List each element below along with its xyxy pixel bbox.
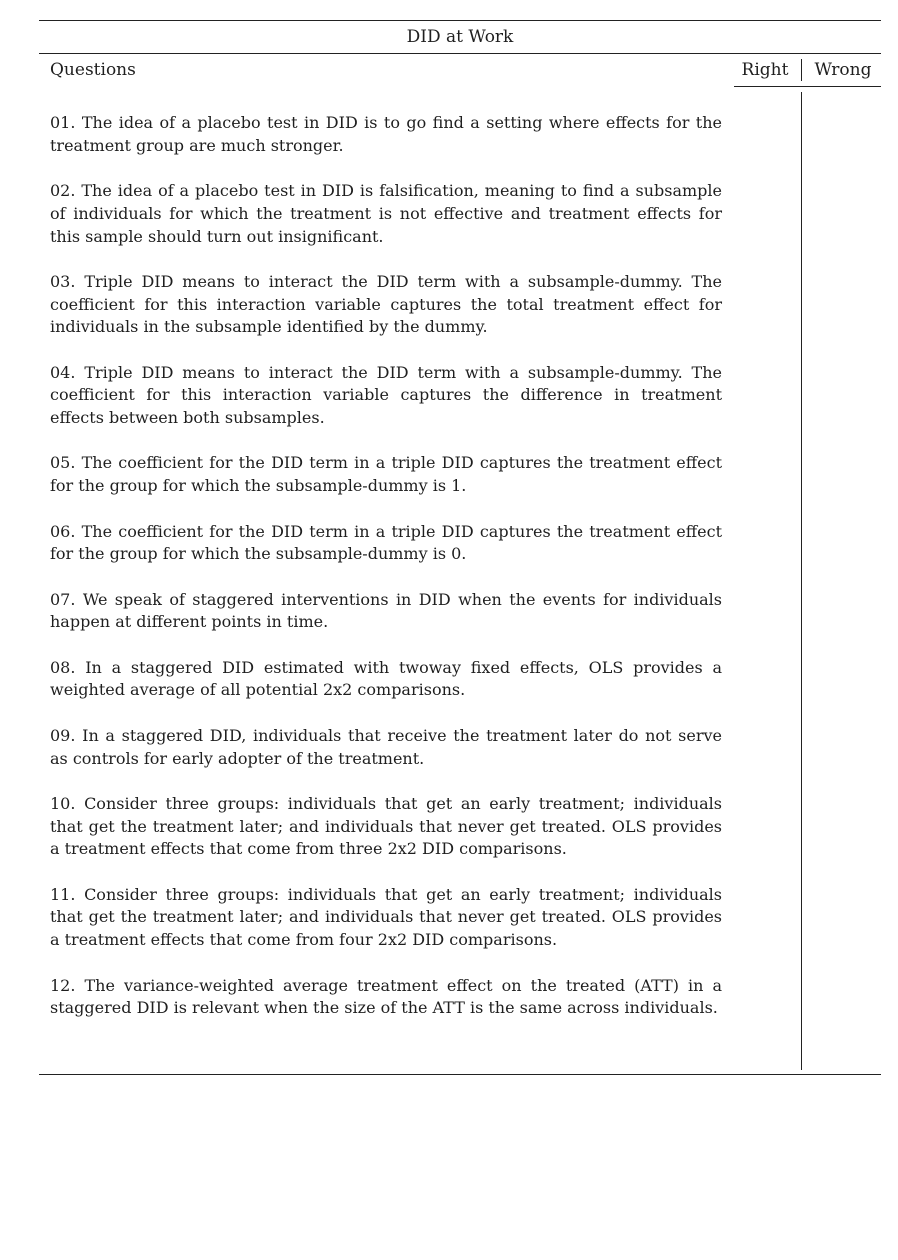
question-list	[50, 112, 722, 1043]
title-rule	[39, 53, 881, 54]
question-item: 09. In a staggered DID, individuals that receive the treatment later do not serve as controls for early adopter of the treatment.	[50, 725, 722, 768]
question-item: 04. Triple DID means to interact the DID term with a subsample-dummy. The coefficient for this interaction variable captures the difference in treatment effects between both subsamples.	[50, 362, 722, 428]
question-item: 05. The coefficient for the DID term in a triple DID captures the treatment effect for the group for which the subsample-dummy is 1.	[50, 453, 722, 496]
question-item: 08. In a staggered DID estimated with twoway fixed effects, OLS provides a weighted average of all potential 2x2 comparisons.	[50, 657, 722, 700]
question-item: 12. The variance-weighted average treatment effect on the treated (ATT) in a staggered DID is relevant when the size of the ATT is the same across individuals.	[50, 975, 722, 1018]
question-item: 07. We speak of staggered interventions in DID when the events for individuals happen at different points in time.	[50, 589, 722, 632]
answer-header-rule	[734, 86, 881, 87]
header-column-separator	[801, 59, 802, 81]
question-item: 02. The idea of a placebo test in DID is falsification, meaning to find a subsample of individuals for which the treatment is not effective and treatment effects for this sample should turn out insignificant.	[50, 181, 722, 246]
question-item: 01. The idea of a placebo test in DID is to go find a setting where effects for the treatment group are much stronger.	[50, 113, 722, 155]
top-rule	[39, 20, 881, 21]
answer-column-divider	[801, 92, 802, 1070]
question-item: 10. Consider three groups: individuals that get an early treatment; individuals that get the treatment later; and individuals that never get treated. OLS provides a treatment effects that come from three 2x2 DID comparisons.	[50, 793, 722, 859]
question-item: 06. The coefficient for the DID term in a triple DID captures the treatment effect for the group for which the subsample-dummy is 0.	[50, 521, 722, 564]
page-title: DID at Work	[406, 27, 514, 47]
bottom-rule	[39, 1074, 881, 1075]
question-item: 11. Consider three groups: individuals that get an early treatment; individuals that get the treatment later; and individuals that never get treated. OLS provides a treatment effects that come from four 2x2 DID comparisons.	[50, 884, 722, 950]
right-column-header: Right	[741, 60, 789, 80]
questions-header: Questions	[50, 60, 136, 80]
wrong-column-header: Wrong	[814, 60, 872, 80]
question-item: 03. Triple DID means to interact the DID term with a subsample-dummy. The coefficient for this interaction variable captures the total treatment effect for individuals in the subsample identified by the dummy.	[50, 271, 722, 337]
